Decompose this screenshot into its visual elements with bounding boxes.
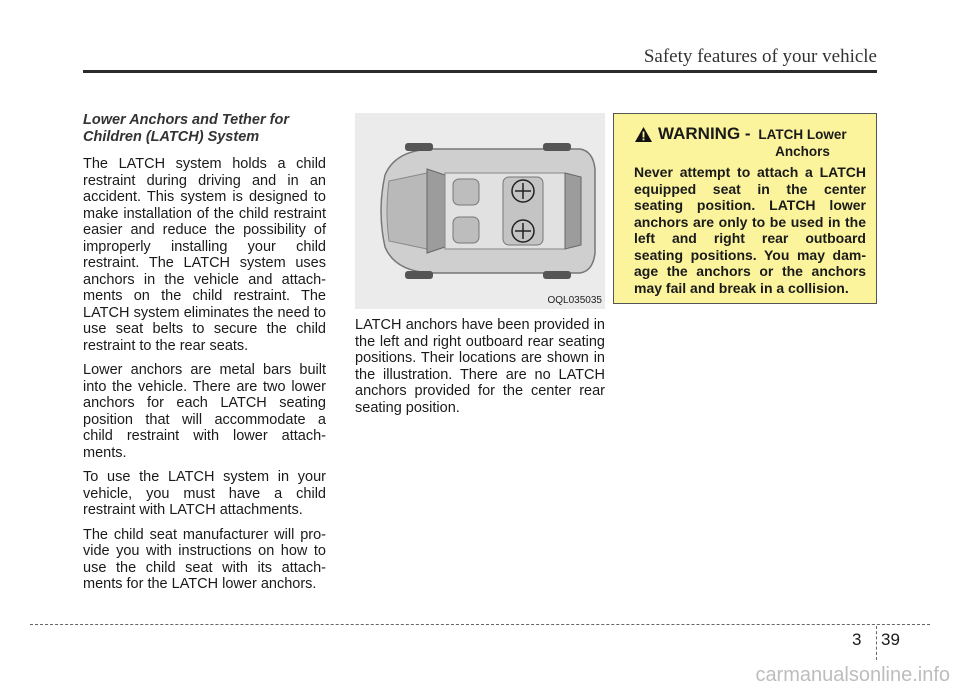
footer-rule — [30, 624, 930, 625]
heading-line-1: Lower Anchors and Tether for — [83, 112, 289, 128]
paragraph-latch-intro: The LATCH system holds a child restraint during driving and in an accident. This system is designed to make installation of the child restraint easier and reduce the possibility of improperly installing your child restraint. The LATCH system uses anchors in the vehicle and attach- ments on the child restraint. The LATCH system eliminates the need to use seat belts to secure the child restraint to the rear seats. — [83, 156, 326, 354]
car-top-view-illustration — [355, 113, 605, 309]
figure-code: OQL035035 — [547, 295, 602, 306]
warning-text: Never attempt to attach a LATCH equipped seat in the center seating position. LATCH lower anchors are only to be used in the left and right rear outboard seating positions. You may dam- age the anchors or the anchors may fail and break in a collision. — [634, 164, 866, 296]
footer-divider — [876, 626, 877, 660]
paragraph-anchor-locations: LATCH anchors have been provided in the left and right outboard rear seating positions. Their locations are shown in the illustration. There are no LATCH anchors provided for the center rear seating position. — [355, 317, 605, 416]
column-middle — [355, 113, 605, 424]
warning-header — [634, 124, 866, 160]
car-diagram — [355, 113, 605, 309]
page-number: 39 — [881, 630, 900, 649]
warning-title: LATCH Lower Anchors — [758, 127, 847, 159]
chapter-number: 3 — [852, 630, 862, 649]
paragraph-manufacturer: The child seat manufacturer will pro- vide you with instructions on how to use the child seat with its attach- ments for the LATCH lower anchors. — [83, 526, 326, 592]
paragraph-latch-attachments: To use the LATCH system in your vehicle, you must have a child restraint with LATCH attachments. — [83, 469, 326, 518]
section-heading — [83, 112, 326, 146]
paragraph-lower-anchors: Lower anchors are metal bars built into the vehicle. There are two lower anchors for each LATCH seating position that will accommodate a child restraint with lower attach- ments. — [83, 362, 326, 461]
header-rule — [83, 70, 877, 73]
heading-line-2: Children (LATCH) System — [83, 129, 260, 145]
warning-triangle-icon — [634, 126, 653, 143]
warning-label: WARNING - — [658, 124, 751, 143]
warning-box — [613, 113, 877, 304]
header-title: Safety features of your vehicle — [643, 46, 877, 67]
column-left — [83, 112, 326, 601]
column-right — [613, 113, 877, 304]
watermark: carmanualsonline.info — [755, 664, 950, 686]
